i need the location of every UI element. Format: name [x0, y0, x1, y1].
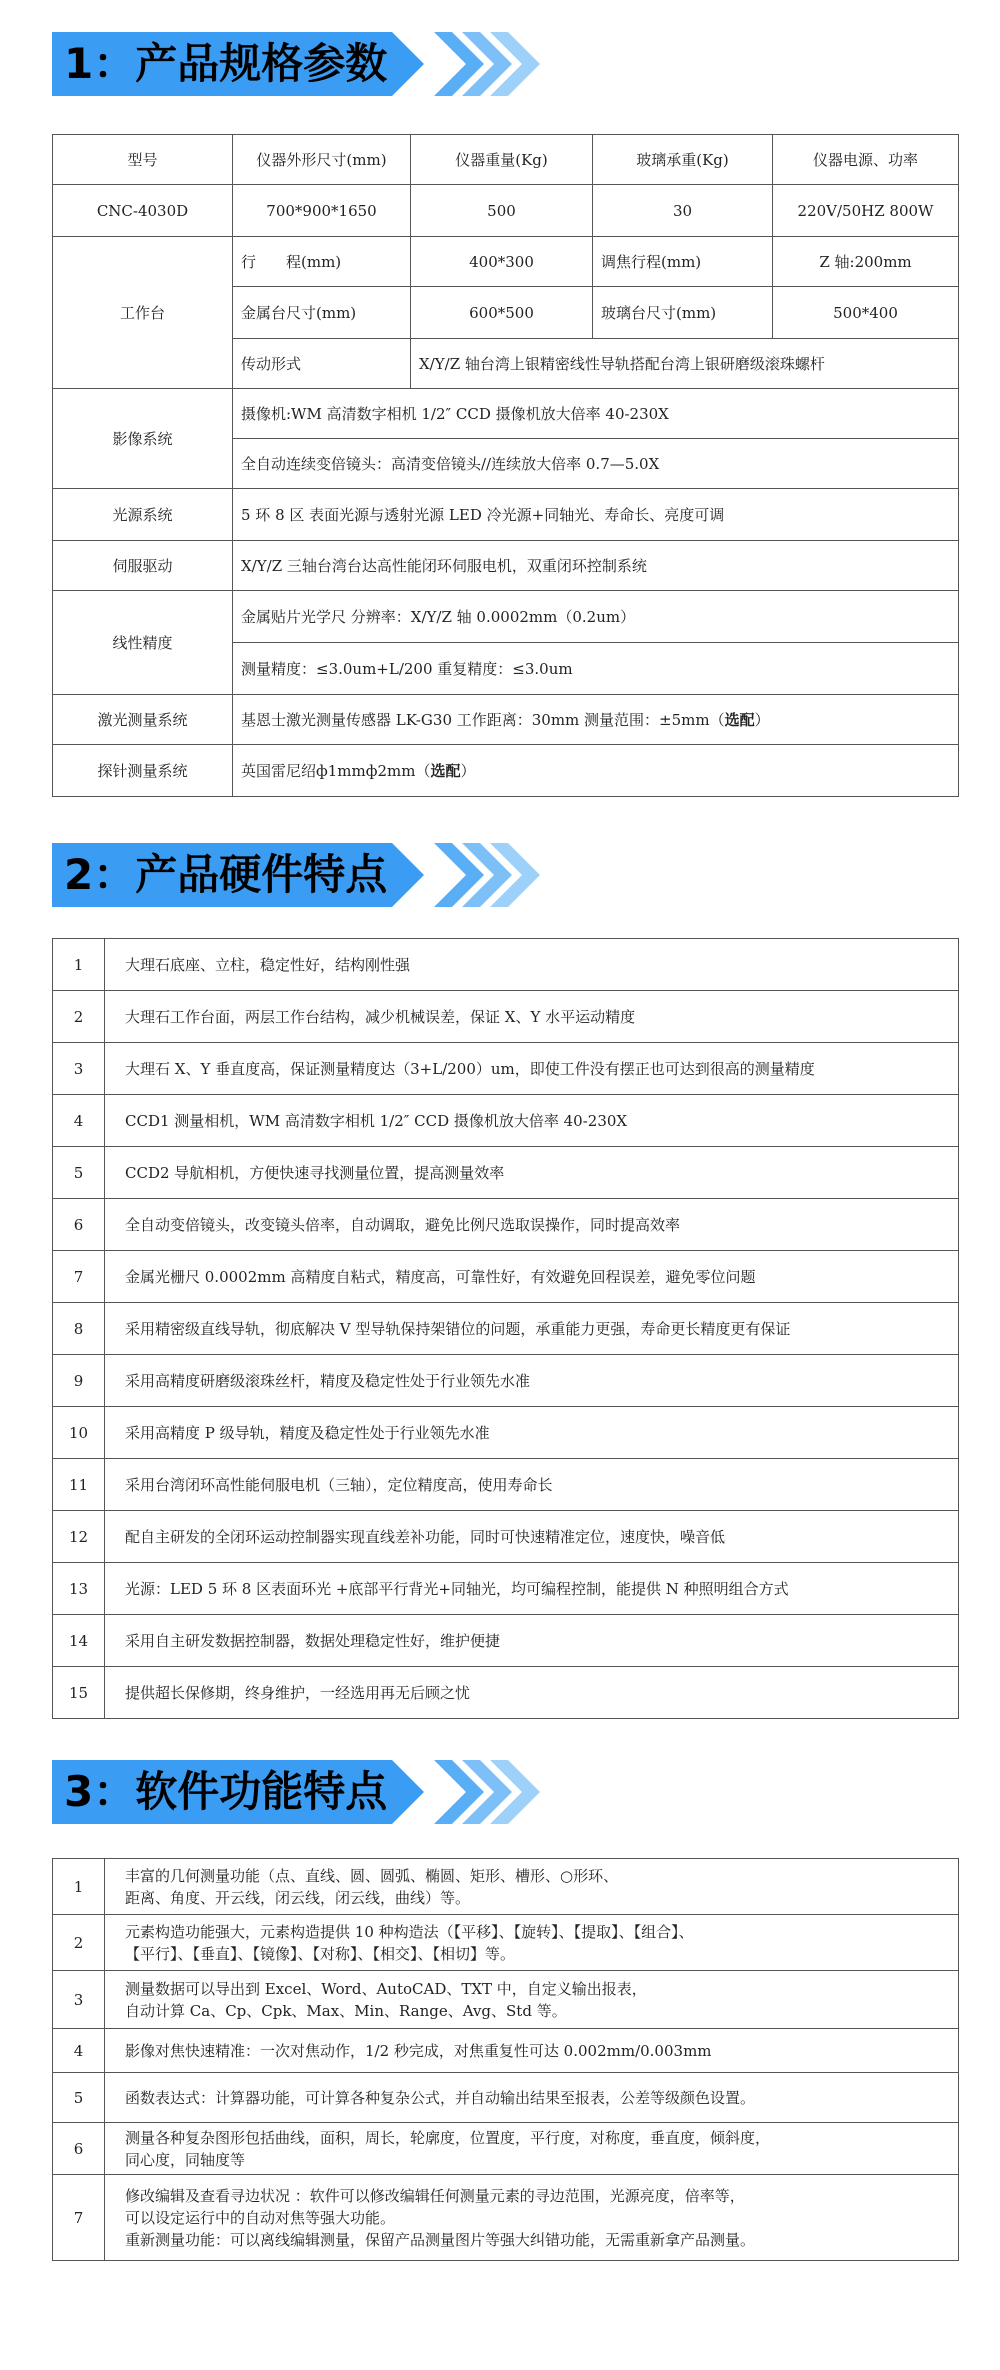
- row-text-line: 修改编辑及查看寻边状况 ：软件可以修改编辑任何测量元素的寻边范围，光源亮度，倍率等，: [125, 2186, 745, 2205]
- table-row: [53, 2029, 959, 2073]
- table-row: [53, 1303, 959, 1355]
- row-text: 提供超长保修期，终身维护，一经选用再无后顾之忧: [105, 1667, 959, 1719]
- row-text: 大理石 X、Y 垂直度高，保证测量精度达（3+L/200）um，即使工件没有摆正也可达到很高的测量精度: [105, 1043, 959, 1095]
- row-text-line: 重新测量功能：可以离线编辑测量，保留产品测量图片等强大纠错功能，无需重新拿产品测量。: [125, 2230, 756, 2249]
- row-text-line: 同心度，同轴度等: [125, 2150, 246, 2169]
- table-row: [53, 1915, 959, 1971]
- row-number: 1: [53, 1859, 105, 1915]
- light-value: 5 环 8 区 表面光源与透射光源 LED 冷光源+同轴光、寿命长、亮度可调: [233, 489, 959, 541]
- row-text-line: 距离、角度、开云线，闭云线，闭云线，曲线）等。: [125, 1888, 471, 1907]
- table-row: [53, 2175, 959, 2261]
- row-text: 配自主研发的全闭环运动控制器实现直线差补功能，同时可快速精准定位，速度快，噪音低: [105, 1511, 959, 1563]
- imaging-line-2: 全自动连续变倍镜头：高清变倍镜头//连续放大倍率 0.7—5.0X: [233, 439, 959, 489]
- metal-table-label: 金属台尺寸(mm): [233, 287, 411, 339]
- row-text-line: 影像对焦快速精准：一次对焦动作，1/2 秒完成，对焦重复性可达 0.002mm/0.003mm: [125, 2041, 712, 2060]
- row-text-line: 【平行】、【垂直】、【镜像】、【对称】、【相交】、【相切】等。: [125, 1944, 516, 1963]
- table-row: [53, 1095, 959, 1147]
- row-text-line: 自动计算 Ca、Cp、Cpk、Max、Min、Range、Avg、Std 等。: [125, 2001, 567, 2020]
- section-2-title: 2：产品硬件特点: [52, 843, 392, 907]
- table-row: [53, 1459, 959, 1511]
- focus-value: Z 轴:200mm: [773, 237, 959, 287]
- probe-label: 探针测量系统: [53, 745, 233, 797]
- probe-close: ）: [460, 762, 476, 780]
- row-text: [105, 2123, 959, 2175]
- table-row: [53, 2123, 959, 2175]
- row-number: 7: [53, 1251, 105, 1303]
- spec-header-row: [53, 135, 959, 185]
- row-number: 1: [53, 939, 105, 991]
- row-number: 15: [53, 1667, 105, 1719]
- imaging-label: 影像系统: [53, 389, 233, 489]
- drive-value: X/Y/Z 轴台湾上银精密线性导轨搭配台湾上银研磨级滚珠螺杆: [411, 339, 959, 389]
- row-number: 5: [53, 1147, 105, 1199]
- spec-header-cell: 仪器重量(Kg): [411, 135, 593, 185]
- row-text-line: 元素构造功能强大，元素构造提供 10 种构造法（【平移】、【旋转】、【提取】、【组合】、: [125, 1922, 694, 1941]
- servo-value: X/Y/Z 三轴台湾台达高性能闭环伺服电机，双重闭环控制系统: [233, 541, 959, 591]
- focus-label: 调焦行程(mm): [593, 237, 773, 287]
- row-text: [105, 1915, 959, 1971]
- row-number: 5: [53, 2073, 105, 2123]
- table-row: [53, 939, 959, 991]
- hardware-table: [52, 938, 959, 1719]
- row-text-line: 测量数据可以导出到 Excel、Word、AutoCAD、TXT 中，自定义输出报表，: [125, 1979, 647, 1998]
- row-text: [105, 1859, 959, 1915]
- worktable-label: 工作台: [53, 237, 233, 389]
- spec-value-cell: CNC-4030D: [53, 185, 233, 237]
- probe-text: 英国雷尼绍ф1mmф2mm（: [241, 762, 431, 780]
- row-text: 采用自主研发数据控制器，数据处理稳定性好，维护便捷: [105, 1615, 959, 1667]
- row-text: 全自动变倍镜头，改变镜头倍率，自动调取，避免比例尺选取误操作，同时提高效率: [105, 1199, 959, 1251]
- row-number: 2: [53, 991, 105, 1043]
- row-text-line: 函数表达式：计算器功能，可计算各种复杂公式，并自动输出结果至报表，公差等级颜色设置。: [125, 2088, 756, 2107]
- row-text: [105, 2175, 959, 2261]
- spec-header-cell: 玻璃承重(Kg): [593, 135, 773, 185]
- row-text-line: 测量各种复杂图形包括曲线，面积，周长，轮廓度，位置度，平行度，对称度，垂直度，倾斜度，: [125, 2128, 771, 2147]
- row-number: 6: [53, 2123, 105, 2175]
- laser-value: [233, 695, 959, 745]
- row-text: 金属光栅尺 0.0002mm 高精度自粘式，精度高，可靠性好，有效避免回程误差，避免零位问题: [105, 1251, 959, 1303]
- spec-header-cell: 型号: [53, 135, 233, 185]
- row-text: 光源：LED 5 环 8 区表面环光 +底部平行背光+同轴光，均可编程控制，能提供 N 种照明组合方式: [105, 1563, 959, 1615]
- table-row: [53, 1667, 959, 1719]
- row-number: 9: [53, 1355, 105, 1407]
- row-number: 10: [53, 1407, 105, 1459]
- row-text: 大理石工作台面，两层工作台结构，减少机械误差，保证 X、Y 水平运动精度: [105, 991, 959, 1043]
- spec-value-cell: 700*900*1650: [233, 185, 411, 237]
- row-number: 11: [53, 1459, 105, 1511]
- row-number: 6: [53, 1199, 105, 1251]
- row-number: 4: [53, 2029, 105, 2073]
- light-label: 光源系统: [53, 489, 233, 541]
- section-1-title: 1：产品规格参数: [52, 32, 392, 96]
- row-text-line: 丰富的几何测量功能（点、直线、圆、圆弧、椭圆、矩形、槽形、○形环、: [125, 1866, 619, 1885]
- spec-header-cell: 仪器电源、功率: [773, 135, 959, 185]
- software-table: [52, 1858, 959, 2261]
- table-row: [53, 1971, 959, 2029]
- table-row: [53, 1407, 959, 1459]
- row-text: 采用高精度研磨级滚珠丝杆，精度及稳定性处于行业领先水准: [105, 1355, 959, 1407]
- spec-header-cell: 仪器外形尺寸(mm): [233, 135, 411, 185]
- laser-label: 激光测量系统: [53, 695, 233, 745]
- laser-close: ）: [754, 711, 770, 729]
- table-row: [53, 1355, 959, 1407]
- travel-label: 行 程(mm): [233, 237, 411, 287]
- laser-optional: 选配: [724, 711, 755, 729]
- spec-value-cell: 30: [593, 185, 773, 237]
- table-row: [53, 2073, 959, 2123]
- row-text: 采用精密级直线导轨，彻底解决 V 型导轨保持架错位的问题，承重能力更强，寿命更长精度更有保证: [105, 1303, 959, 1355]
- section-3-title: 3：软件功能特点: [52, 1760, 392, 1824]
- linear-label: 线性精度: [53, 591, 233, 695]
- row-text: CCD1 测量相机，WM 高清数字相机 1/2″ CCD 摄像机放大倍率 40-230X: [105, 1095, 959, 1147]
- probe-optional: 选配: [430, 762, 461, 780]
- table-row: [53, 1147, 959, 1199]
- row-text: 采用高精度 P 级导轨，精度及稳定性处于行业领先水准: [105, 1407, 959, 1459]
- row-number: 14: [53, 1615, 105, 1667]
- table-row: [53, 1615, 959, 1667]
- row-text: 大理石底座、立柱，稳定性好，结构刚性强: [105, 939, 959, 991]
- spec-values-row: [53, 185, 959, 237]
- table-row: [53, 1563, 959, 1615]
- row-text: CCD2 导航相机，方便快速寻找测量位置，提高测量效率: [105, 1147, 959, 1199]
- row-number: 12: [53, 1511, 105, 1563]
- glass-table-value: 500*400: [773, 287, 959, 339]
- servo-label: 伺服驱动: [53, 541, 233, 591]
- linear-line-1: 金属贴片光学尺 分辨率：X/Y/Z 轴 0.0002mm（0.2um）: [233, 591, 959, 643]
- spec-value-cell: 500: [411, 185, 593, 237]
- imaging-line-1: 摄像机:WM 高清数字相机 1/2″ CCD 摄像机放大倍率 40-230X: [233, 389, 959, 439]
- glass-table-label: 玻璃台尺寸(mm): [593, 287, 773, 339]
- table-row: [53, 1199, 959, 1251]
- row-text: 采用台湾闭环高性能伺服电机（三轴），定位精度高，使用寿命长: [105, 1459, 959, 1511]
- row-number: 3: [53, 1971, 105, 2029]
- probe-value: [233, 745, 959, 797]
- row-text-line: 可以设定运行中的自动对焦等强大功能。: [125, 2208, 396, 2227]
- spec-value-cell: 220V/50HZ 800W: [773, 185, 959, 237]
- row-text: [105, 2029, 959, 2073]
- travel-value: 400*300: [411, 237, 593, 287]
- laser-text: 基恩士激光测量传感器 LK-G30 工作距离：30mm 测量范围：±5mm（: [241, 711, 725, 729]
- table-row: [53, 1043, 959, 1095]
- row-number: 2: [53, 1915, 105, 1971]
- row-text: [105, 1971, 959, 2029]
- linear-line-2: 测量精度：≤3.0um+L/200 重复精度：≤3.0um: [233, 643, 959, 695]
- table-row: [53, 1251, 959, 1303]
- drive-label: 传动形式: [233, 339, 411, 389]
- row-number: 8: [53, 1303, 105, 1355]
- metal-table-value: 600*500: [411, 287, 593, 339]
- spec-table: [52, 134, 959, 797]
- row-number: 4: [53, 1095, 105, 1147]
- row-number: 3: [53, 1043, 105, 1095]
- row-number: 13: [53, 1563, 105, 1615]
- table-row: [53, 991, 959, 1043]
- row-number: 7: [53, 2175, 105, 2261]
- table-row: [53, 1859, 959, 1915]
- row-text: [105, 2073, 959, 2123]
- table-row: [53, 1511, 959, 1563]
